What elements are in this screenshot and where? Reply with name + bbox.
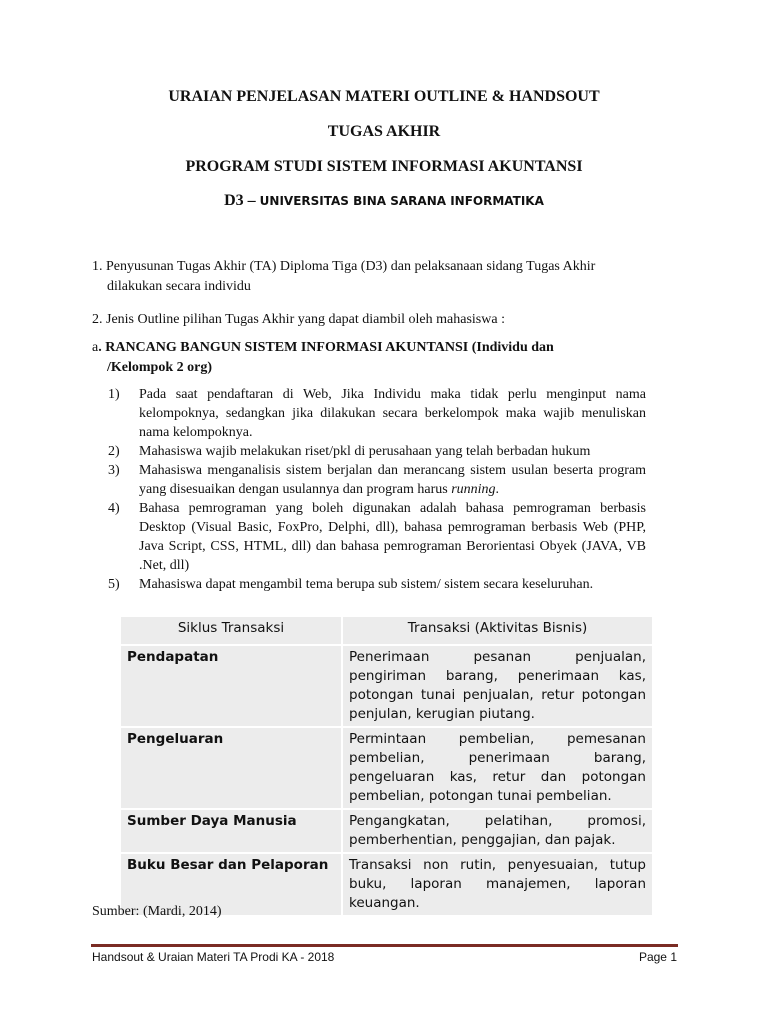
point-1 — [92, 257, 682, 297]
list-item-text: Mahasiswa dapat mengambil tema berupa sub sistem/ sistem secara keseluruhan. — [139, 577, 594, 592]
table-source: Sumber: (Mardi, 2014) — [92, 904, 222, 919]
activities-cell: Transaksi non rutin, penyesuaian, tutup buku, laporan manajemen, laporan keuangan. — [343, 852, 652, 915]
program-title: PROGRAM STUDI SISTEM INFORMASI AKUNTANSI — [185, 158, 583, 175]
list-item — [108, 461, 646, 499]
list-item — [108, 442, 646, 461]
list-item-number: 4) — [108, 501, 120, 516]
table-row — [121, 726, 652, 808]
section-a-line-2: /Kelompok 2 org) — [107, 360, 212, 375]
footer-text: Handsout & Uraian Materi TA Prodi KA - 2018 — [92, 950, 335, 964]
list-item — [108, 499, 646, 575]
list-item-text: Bahasa pemrograman yang boleh digunakan adalah bahasa pemrograman berbasis Desktop (Visual Basic, FoxPro, Delphi, dll), bahasa pemrograman berbasis Web (PHP, Java Script, CSS, HTML, dll) dan bahasa pemrograman Berorientasi Obyek (JAVA, VB .Net, dll) — [139, 501, 646, 573]
table-row — [121, 644, 652, 726]
table-header-row — [121, 617, 652, 644]
list-item-text: Mahasiswa wajib melakukan riset/pkl di perusahaan yang telah berbadan hukum — [139, 444, 591, 459]
section-a-heading — [92, 338, 682, 378]
requirements-list — [108, 385, 646, 594]
cycle-cell: Pengeluaran — [121, 726, 343, 808]
point-2: 2. Jenis Outline pilihan Tugas Akhir yang dapat diambil oleh mahasiswa : — [92, 312, 505, 327]
list-item-tail: . — [495, 482, 500, 497]
point-1-line-1: 1. Penyusunan Tugas Akhir (TA) Diploma Tiga (D3) dan pelaksanaan sidang Tugas Akhir — [92, 259, 596, 274]
list-item-text: Pada saat pendaftaran di Web, Jika Individu maka tidak perlu menginput nama kelompoknya, sedangkan jika dilakukan secara berkelompok maka wajib menuliskan nama kelompoknya. — [139, 387, 646, 440]
list-item-number: 3) — [108, 463, 120, 478]
section-a-letter: a — [92, 340, 99, 355]
university-title — [0, 192, 768, 210]
activities-cell: Permintaan pembelian, pemesanan pembelian, penerimaan barang, pengeluaran kas, retur dan potongan pembelian, potongan tunai pembelian. — [343, 726, 652, 808]
cycle-cell: Sumber Daya Manusia — [121, 808, 343, 852]
page-number: Page 1 — [638, 950, 677, 964]
document-subtitle: TUGAS AKHIR — [327, 123, 441, 140]
section-a-line-1: . RANCANG BANGUN SISTEM INFORMASI AKUNTANSI (Individu dan — [98, 340, 554, 355]
cycle-cell: Buku Besar dan Pelaporan — [121, 852, 343, 915]
footer-rule — [91, 944, 678, 947]
table-row — [121, 808, 652, 852]
list-item-emphasis: running — [451, 482, 496, 497]
list-item — [108, 575, 646, 594]
list-item-number: 1) — [108, 387, 120, 402]
document-title: URAIAN PENJELASAN MATERI OUTLINE & HANDSOUT — [168, 88, 600, 105]
degree-label: D3 – — [224, 192, 256, 209]
list-item-text: Mahasiswa menganalisis sistem berjalan dan merancang sistem usulan beserta program yang disesuaikan dengan usulannya dan program harus — [139, 463, 646, 497]
list-item — [108, 385, 646, 442]
column-header-cycle: Siklus Transaksi — [121, 617, 343, 644]
activities-cell: Pengangkatan, pelatihan, promosi, pemberhentian, penggajian, dan pajak. — [343, 808, 652, 852]
university-name: UNIVERSITAS BINA SARANA INFORMATIKA — [259, 194, 544, 208]
list-item-number: 5) — [108, 577, 120, 592]
column-header-activities: Transaksi (Aktivitas Bisnis) — [343, 617, 652, 644]
activities-cell: Penerimaan pesanan penjualan, pengiriman barang, penerimaan kas, potongan tunai penjualan, retur potongan penjulan, kerugian piutang. — [343, 644, 652, 726]
cycle-cell: Pendapatan — [121, 644, 343, 726]
list-item-number: 2) — [108, 444, 120, 459]
transaction-cycle-table — [121, 617, 652, 915]
point-1-line-2: dilakukan secara individu — [107, 279, 251, 294]
